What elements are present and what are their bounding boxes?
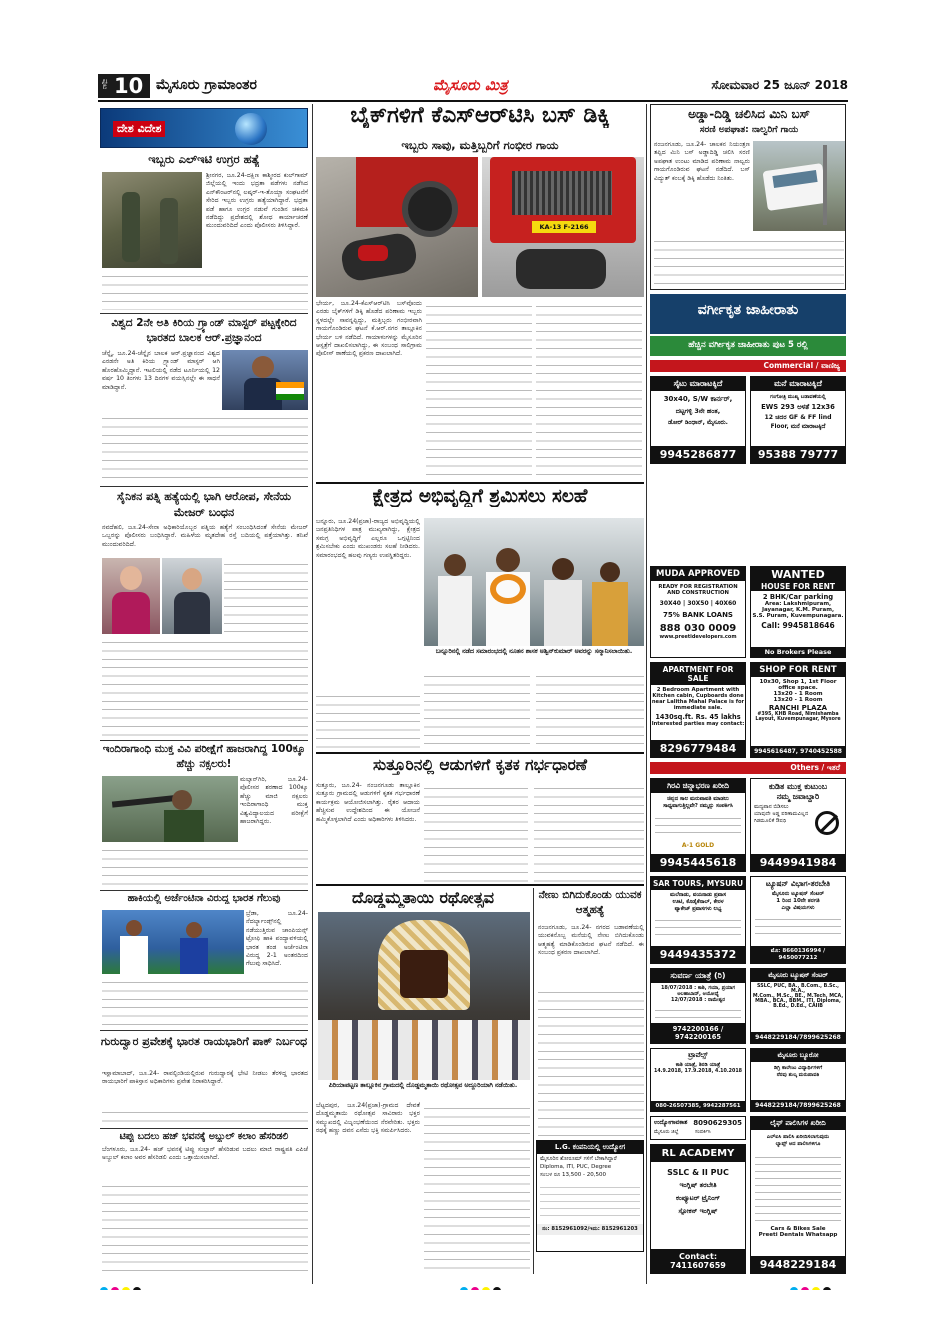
- classified-title: ವರ್ಗೀಕೃತ ಜಾಹೀರಾತು: [697, 302, 799, 318]
- ad-line: ಮೈಸೂರು ಟ್ಯೂಷನ್ ಸೆಂಟರ್: [771, 891, 825, 897]
- ad-line: ಡಿಗ್ರಿ ಕಾಲೇಜು ವಿದ್ಯಾರ್ಥಿಗಳಿಗೆ: [773, 1065, 823, 1071]
- ad-line: SSLC & II PUC: [667, 1168, 729, 1177]
- ad-title: WANTED: [751, 567, 845, 582]
- left-story7-body: ಬೆಂಗಳೂರು, ಜೂ.24- ಹಜ್ ಭವನಕ್ಕೆ ಟಿಪ್ಪು ಸುಲ್ತಾನ್ ಹೆಸರಿಡುವ ಬದಲು ಮಾಜಿ ರಾಷ್ಟ್ರಪತಿ ಎಪಿಜೆ ಅಬ್ದುಲ್ ಕಲಾಂ ಅವರ ಹೆಸರಿಡಲಿ ಎಂದು ಒತ್ತಾಯಿಸಲಾಗಿದೆ.: [102, 1146, 308, 1162]
- ad-line: RANCHI PLAZA: [768, 704, 828, 712]
- ad-phone: 888 030 0009: [659, 623, 737, 634]
- ad-line: Floor, ಮನೆ ಮಾರಾಟಕ್ಕಿದೆ: [770, 424, 826, 430]
- others-label-text: Others / ಇತರೆ: [790, 763, 840, 772]
- ad-muda-approved: [650, 566, 746, 658]
- ad-title: ಸುವರ್ಣ ಯಾತ್ರೆ (ರಿ): [651, 969, 745, 983]
- ad-title: ಸೈಟು ಮಾರಾಟಕ್ಕಿದೆ: [651, 377, 745, 391]
- felicitation-photo: [424, 518, 644, 646]
- ad-web: www.preetidevelopers.com: [659, 634, 737, 640]
- ad-line: Preeti Dentals Whatsapp: [758, 1232, 838, 1238]
- left-story7-headline: ಟಿಪ್ಪು ಬದಲು ಹಜ್ ಭವನಕ್ಕೆ ಅಬ್ದುಲ್ ಕಲಾಂ ಹೆಸರಿಡಲಿ: [119, 1131, 289, 1142]
- ad-line: ಮದ್ಯಪಾನ ಬಿಡಿಸಲು: [754, 804, 789, 810]
- ad-line: ಮೈಸೂರು ಜಿಲ್ಲೆ: [654, 1129, 679, 1135]
- col-rule-2: [646, 104, 647, 1284]
- lead-headline: ಬೈಕ್‌ಗಳಿಗೆ ಕೆಎಸ್ಆರ್‌ಟಿಸಿ ಬಸ್ ಡಿಕ್ಕಿ: [350, 103, 610, 128]
- ad-site-sale: [650, 376, 746, 464]
- ad-line: ಲ್ಯಾಪ್ಸ್ ಆದ ಪಾಲಿಸಿಗಳಿಗೂ: [775, 1141, 821, 1147]
- ad-line: 2 BHK/Car parking: [762, 593, 834, 601]
- ad-tuition-centre: [750, 968, 846, 1044]
- rule: [316, 752, 644, 754]
- left-story2-body: ಚೆನ್ನೈ, ಜೂ.24-ಚೆನ್ನೈನ ಬಾಲಕ ಆರ್.ಪ್ರಜ್ಞಾನಂದ ವಿಶ್ವದ ಎರಡನೇ ಅತಿ ಕಿರಿಯ ಗ್ರ್ಯಾಂಡ್ ಮಾಸ್ಟರ್ ಆಗಿ ಹೊರಹೊಮ್ಮಿದ್ದಾನೆ. ಇಟಲಿಯಲ್ಲಿ ನಡೆದ ಟೂರ್ನಿಯಲ್ಲಿ 12 ವರ್ಷ 10 ತಿಂಗಳು 13 ದಿನಗಳ ವಯಸ್ಸಿನಲ್ಲೇ ಈ ಸಾಧನೆ ಮಾಡಿದ್ದಾನೆ.: [102, 350, 220, 391]
- registration-marks-center: [460, 1280, 530, 1290]
- rule: [100, 740, 308, 741]
- ad-line: ನೆರವು ಶುಲ್ಕ ಮರುಪಾವತಿ: [776, 1072, 820, 1078]
- ad-line: ನಮ್ಮ ಜವಾಬ್ದಾರಿ: [776, 792, 820, 801]
- ad-phone: 9945445618: [651, 854, 745, 871]
- accident-photo-right: [482, 157, 644, 297]
- center-story3-body: ಸುತ್ತೂರು, ಜೂ.24- ನಂಜನಗೂಡು ತಾಲ್ಲೂಕಿನ ಸುತ್ತೂರು ಗ್ರಾಮದಲ್ಲಿ ಆಡುಗಳಿಗೆ ಕೃತಕ ಗರ್ಭಧಾರಣೆ ಕಾರ್ಯಕ್ರಮ ಆಯೋಜಿಸಲಾಗಿತ್ತು. ರೈತರ ಆದಾಯ ಹೆಚ್ಚಿಸುವ ಉದ್ದೇಶದಿಂದ ಈ ಯೋಜನೆ ಹಮ್ಮಿಕೊಳ್ಳಲಾಗಿದೆ ಎಂದು ಅಧಿಕಾರಿಗಳು ತಿಳಿಸಿದರು.: [316, 782, 420, 823]
- ad-title: MUDA APPROVED: [651, 567, 745, 581]
- issue-date: ಸೋಮವಾರ 25 ಜೂನ್ 2018: [711, 78, 848, 92]
- no-alcohol-icon: [815, 811, 839, 835]
- ad-line: 13x20 - 1 Room: [773, 691, 823, 697]
- ad-line: B.Ed., D.Ed., CAIIB: [773, 1004, 823, 1009]
- man-photo: [162, 558, 222, 634]
- ad-title: ಟ್ಯೂಷನ್ ವಿಭಾಗ-ತರಬೇತಿ: [765, 879, 831, 888]
- accident-photo-left: [316, 157, 478, 297]
- ad-line: ಸಂಪರ್ಕಿಸಿ: [695, 1129, 711, 1135]
- ad-line: ಎಲ್ಐಸಿ ಪಾಲಿಸಿ ಖರೀದಿಸಲಾಗುವುದು: [766, 1134, 830, 1140]
- center-story3-body-col2: [424, 782, 528, 882]
- ad-line: ಡೋರ್ ಡಿಂಧಾನ್, ಮೈಸೂರು.: [668, 419, 728, 426]
- ad-lg-jobs: [536, 1140, 644, 1252]
- ad-line: 75% BANK LOANS: [663, 611, 733, 619]
- desh-videsh-logo: [100, 108, 308, 148]
- ad-wanted-house: [750, 566, 846, 658]
- ad-line: Cars & Bikes Sale: [770, 1226, 826, 1232]
- center-story2-body-col1: [316, 690, 420, 750]
- lead-body: ಭೇರ್ಯ, ಜೂ.24-ಕೆಎಸ್‌ಆರ್‌ಟಿಸಿ ಬಸ್‌ವೊಂದು ಎರಡು ಬೈಕ್‌ಗಳಿಗೆ ಡಿಕ್ಕಿ ಹೊಡೆದ ಪರಿಣಾಮ ಇಬ್ಬರು ಸ್ಥಳದಲ್ಲೇ ಸಾವನ್ನಪ್ಪಿದ್ದು, ಮತ್ತಿಬ್ಬರು ಗಂಭೀರವಾಗಿ ಗಾಯಗೊಂಡಿರುವ ಘಟನೆ ಕೆ.ಆರ್.ನಗರ ತಾಲ್ಲೂಕಿನ ಭೇರ್ಯ ಬಳಿ ನಡೆದಿದೆ. ಗಾಯಾಳುಗಳನ್ನು ಮೈಸೂರಿನ ಆಸ್ಪತ್ರೆಗೆ ದಾಖಲಿಸಲಾಗಿದ್ದು, ಈ ಸಂಬಂಧ ಸಾಲಿಗ್ರಾಮ ಪೊಲೀಸ್ ಠಾಣೆಯಲ್ಲಿ ಪ್ರಕರಣ ದಾಖಲಾಗಿದೆ.: [316, 300, 422, 358]
- rule: [100, 890, 308, 891]
- center-story3-body-col3: [534, 782, 644, 882]
- ad-rl-academy: [650, 1144, 746, 1274]
- classified-sub-text: ಹೆಚ್ಚಿನ ವರ್ಗೀಕೃತ ಜಾಹೀರಾತು ಪುಟ 5 ರಲ್ಲಿ: [688, 340, 808, 350]
- ad-title: ಲೈಫ್ ಪಾಲಿಸಿಗಳ ಖರೀದಿ: [751, 1117, 845, 1130]
- ad-line: office space.: [778, 685, 818, 691]
- left-story1-body-cont: [102, 270, 308, 310]
- left-story7-body-cont: [102, 1180, 308, 1274]
- ad-line: 13x20 - 1 Room: [773, 697, 823, 703]
- left-story4-headline: ಇಂದಿರಾಗಾಂಧಿ ಮುಕ್ತ ವಿವಿ ಪರೀಕ್ಷೆಗೆ ಹಾಜರಾಗಿದ್ದ 100ಕ್ಕೂ ಹೆಚ್ಚು ನಕ್ಸಲರು!: [102, 743, 306, 770]
- left-story5-body: ಬ್ರೆಡಾ, ಜೂ.24-ನೆದರ್ಲ್ಯಾಂಡ್ಸ್‌ನಲ್ಲಿ ನಡೆಯುತ್ತಿರುವ ಚಾಂಪಿಯನ್ಸ್ ಟ್ರೋಫಿ ಹಾಕಿ ಪಂದ್ಯಾವಳಿಯಲ್ಲಿ ಭಾರತ ತಂಡ ಅರ್ಜೆಂಟಿನಾ ವಿರುದ್ಧ 2-1 ಅಂತರದಿಂದ ಗೆಲುವು ಸಾಧಿಸಿದೆ.: [246, 910, 308, 968]
- ad-line: ಎಲ್ಲಾ ವಿಷಯಗಳು: [781, 905, 815, 911]
- ad-line: 10x30, Shop 1, 1st Floor: [759, 679, 837, 685]
- woman-photo: [102, 558, 160, 634]
- ad-title: L.G. ಕಂಪನಿಯಲ್ಲಿ ಉದ್ಯೋಗ: [537, 1141, 643, 1154]
- ad-line: M.Com., M.Sc., BE., M.Tech, MCA,: [752, 994, 844, 999]
- center-story4-body-col2: [424, 1102, 530, 1274]
- ad-line: 2 Bedroom Apartment with: [656, 687, 740, 693]
- center-story4-headline: ದೊಡ್ಡಮ್ಮತಾಯಿ ರಥೋತ್ಸವ: [351, 888, 494, 907]
- left-story2-headline: ವಿಶ್ವದ 2ನೇ ಅತಿ ಕಿರಿಯ ಗ್ರ್ಯಾಂಡ್ ಮಾಸ್ಟರ್ ಪಟ್ಟಕ್ಕೇರಿದ ಭಾರತದ ಬಾಲಕ ಆರ್.ಪ್ರಜ್ಞಾನಂದ: [111, 317, 297, 344]
- ad-note: No Brokers Please: [751, 647, 845, 657]
- ad-phone: 9448229184/7899625268: [751, 1100, 845, 1111]
- ad-line: 1 ರಿಂದ 10ನೇ ತರಗತಿ: [776, 898, 820, 904]
- ad-line: Diploma, ITI, PUC, Degree: [540, 1164, 612, 1170]
- ad-line: ಗಂಗೋತ್ರಿ ಮುಖ್ಯ ಬಡಾವಣೆಯಲ್ಲಿ: [770, 394, 826, 400]
- ad-phone: 9449435372: [651, 946, 745, 963]
- mini-bus-photo: [753, 141, 845, 231]
- left-story5-body-cont: [102, 976, 308, 1028]
- center-story5-headline: ನೇಣು ಬಿಗಿದುಕೊಂಡು ಯುವಕ ಆತ್ಮಹತ್ಯೆ: [538, 889, 642, 916]
- ad-line: READY FOR REGISTRATION: [658, 584, 738, 590]
- ad-line: AND CONSTRUCTION: [667, 590, 729, 596]
- rule: [316, 482, 644, 484]
- center-story4-caption: ಪಿರಿಯಾಪಟ್ಟಣ ತಾಲ್ಲೂಕಿನ ಗ್ರಾಮದಲ್ಲಿ ದೊಡ್ಡಮ್ಮತಾಯಿ ರಥೋತ್ಸವ ಅದ್ದೂರಿಯಾಗಿ ನಡೆಯಿತು.: [328, 1082, 518, 1089]
- ad-gold-loan: [650, 778, 746, 872]
- ad-line: ಚಿನ್ನದ ಸಾಲ ಮರುಪಾವತಿ ಮಾಡಲು: [667, 796, 729, 802]
- ad-line: 12 ಚದರ GF & FF lind: [764, 414, 832, 421]
- ad-phone: 8090629305: [693, 1119, 742, 1127]
- ad-phone: 95388 79777: [751, 446, 845, 463]
- ad-house-sale: [750, 376, 846, 464]
- ad-line: 30X40 | 30X50 | 40X60: [659, 600, 737, 607]
- lead-body-col2: [426, 300, 532, 480]
- ad-line: ಯಾವುದೇ ಅಡ್ಡ ಪರಿಣಾಮವಿಲ್ಲದ: [754, 811, 809, 817]
- ad-line: ಕಂಪ್ಯೂಟರ್ ಟ್ರೈನಿಂಗ್: [675, 1194, 721, 1202]
- ad-line: immediate sale.: [673, 705, 723, 711]
- left-story3-body: ನವದೆಹಲಿ, ಜೂ.24-ಸೇನಾ ಅಧಿಕಾರಿಯೊಬ್ಬರ ಪತ್ನಿಯ ಹತ್ಯೆಗೆ ಸಂಬಂಧಿಸಿದಂತೆ ಸೇನೆಯ ಮೇಜರ್ ಒಬ್ಬರನ್ನು ಪೊಲೀಸರು ಬಂಧಿಸಿದ್ದಾರೆ. ಮಹಿಳೆಯ ಮೃತದೇಹ ರಸ್ತೆ ಬದಿಯಲ್ಲಿ ಪತ್ತೆಯಾಗಿತ್ತು. ತನಿಖೆ ಮುಂದುವರಿದಿದೆ.: [102, 524, 308, 548]
- right-story1-subhead: ಸರಣಿ ಅಪಘಾತ: ನಾಲ್ವರಿಗೆ ಗಾಯ: [699, 125, 799, 135]
- rule: [100, 486, 308, 487]
- section-title: ಮೈಸೂರು ಗ್ರಾಮಾಂತರ: [156, 77, 257, 93]
- center-story2-body-col2: [424, 670, 530, 750]
- left-story4-body: ಮಲ್ಕಾನ್‌ಗಿರಿ, ಜೂ.24- ಪೊಲೀಸರ ಶರಣಾದ 100ಕ್ಕೂ ಹೆಚ್ಚು ಮಾಜಿ ನಕ್ಸಲರು ಇಂದಿರಾಗಾಂಧಿ ಮುಕ್ತ ವಿಶ್ವವಿದ್ಯಾಲಯದ ಪರೀಕ್ಷೆಗೆ ಹಾಜರಾಗಿದ್ದರು.: [240, 776, 308, 826]
- ad-apartment-sale: [650, 662, 746, 758]
- rule: [100, 313, 308, 314]
- ad-phone: 9449941984: [751, 854, 845, 871]
- ad-title: SAR TOURS, MYSURU: [652, 879, 744, 888]
- ad-line: Jayanagar, K.M. Puram,: [761, 607, 835, 613]
- commercial-label-text: Commercial / ವಾಣಿಜ್ಯ: [763, 361, 840, 370]
- page-label: ಪುಟ: [101, 79, 109, 90]
- chess-player-photo: [222, 350, 308, 410]
- left-story3-body-cont: [224, 558, 308, 634]
- page-number: 10: [114, 74, 144, 98]
- ad-title: ಗಿರವಿ ಚಿನ್ನಾಭರಣ ಖರೀದಿ: [651, 779, 745, 793]
- ad-line: 18/07/2018 : ಕಾಶಿ, ಗಯಾ, ಪ್ರಯಾಗ: [660, 985, 736, 991]
- ad-lic-policy: [750, 1116, 846, 1274]
- ad-suvarna-yatre: [650, 968, 746, 1044]
- ad-title: ಮೈಸೂರು ಬ್ಯೂರೋ: [751, 1049, 845, 1062]
- chariot-festival-photo: [318, 912, 530, 1080]
- col-rule-inner: [533, 888, 534, 1274]
- ad-phone: 9945616487, 9740452588: [751, 746, 845, 757]
- ad-line: 12/07/2018 : ರಾಮೇಶ್ವರ: [670, 997, 726, 1003]
- ad-phone: Call: 9945818646: [761, 621, 835, 630]
- masthead: [98, 74, 848, 98]
- left-story6-body: ಇಸ್ಲಾಮಾಬಾದ್, ಜೂ.24- ರಾವಲ್ಪಿಂಡಿಯಲ್ಲಿರುವ ಗುರುದ್ವಾರಕ್ಕೆ ಭೇಟಿ ನೀಡಲು ತೆರಳಿದ್ದ ಭಾರತದ ರಾಯಭಾರಿಗೆ ಪಾಕಿಸ್ತಾನ ಅಧಿಕಾರಿಗಳು ಪ್ರವೇಶ ನಿರಾಕರಿಸಿದ್ದಾರೆ.: [102, 1070, 308, 1086]
- ad-phone: 9448229184: [751, 1256, 845, 1273]
- ad-line: ದಟ್ಟಗಳ್ಳಿ 3ನೇ ಹಂತ,: [675, 407, 721, 415]
- globe-icon: [235, 113, 267, 145]
- ad-line: near Lalitha Mahal Palace is for: [651, 699, 745, 705]
- ad-line: A-1 GOLD: [681, 842, 715, 849]
- registration-marks-right: [790, 1280, 860, 1290]
- ad-jobs: [650, 1116, 746, 1140]
- ad-line: ಸಂಬಳ ರೂ 13,500 - 20,500: [540, 1172, 606, 1178]
- ad-line: ಮೈಸೂರಿನ ಶೋರೂಮ್ ಗಳಿಗೆ ಬೇಕಾಗಿದ್ದಾರೆ: [540, 1156, 617, 1162]
- classified-banner: [650, 294, 846, 334]
- soldiers-photo: [102, 172, 202, 268]
- col-rule-1: [312, 104, 313, 1284]
- ad-line: Area: Lakshmipuram,: [764, 601, 832, 607]
- ad-line: ಗಿಡಮೂಲಿಕೆ ಔಷಧಿ: [754, 818, 787, 824]
- ad-phone: 9448229184/7899625268: [751, 1032, 845, 1043]
- ad-line: ಸ್ಪೋಕನ್ ಇಂಗ್ಲಿಷ್: [678, 1207, 718, 1215]
- ad-line: ಊಟಿ, ಕೊಡೈಕೆನಾಲ್, ಕೇರಳ: [672, 899, 724, 905]
- left-story1-body: ಶ್ರೀನಗರ, ಜೂ.24-ದಕ್ಷಿಣ ಕಾಶ್ಮೀರದ ಕುಲ್‌ಗಾಮ್ ಜಿಲ್ಲೆಯಲ್ಲಿ ಇಂದು ಭದ್ರತಾ ಪಡೆಗಳು ನಡೆಸಿದ ಎನ್‌ಕೌಂಟರ್‌ನಲ್ಲಿ ಲಷ್ಕರ್-ಇ-ತೊಯ್ಬಾ ಸಂಘಟನೆಗೆ ಸೇರಿದ ಇಬ್ಬರು ಉಗ್ರರು ಹತ್ಯೆಯಾಗಿದ್ದಾರೆ. ಭದ್ರತಾ ಪಡೆ ಹಾಗೂ ಉಗ್ರರ ನಡುವೆ ಗುಂಡಿನ ಚಕಮಕಿ ನಡೆದಿದ್ದು ಪ್ರದೇಶದಲ್ಲಿ ಶೋಧ ಕಾರ್ಯಾಚರಣೆ ಮುಂದುವರಿದಿದೆ ಎಂದು ಪೊಲೀಸರು ತಿಳಿಸಿದ್ದಾರೆ.: [206, 172, 308, 230]
- page-number-box: [98, 74, 150, 98]
- right-story1-body: ನಂಜನಗೂಡು, ಜೂ.24- ಚಾಲಕನ ನಿಯಂತ್ರಣ ತಪ್ಪಿದ ಮಿನಿ ಬಸ್ ಅಡ್ಡಾದಿಡ್ಡಿ ಚಲಿಸಿ ಸರಣಿ ಅಪಘಾತ ಉಂಟು ಮಾಡಿದ ಪರಿಣಾಮ ನಾಲ್ವರು ಗಾಯಗೊಂಡಿರುವ ಘಟನೆ ನಡೆದಿದೆ. ಬಸ್ ವಿದ್ಯುತ್ ಕಂಬಕ್ಕೆ ಡಿಕ್ಕಿ ಹೊಡೆದು ನಿಂತಿತು.: [654, 141, 750, 182]
- ad-line: ಕಾಶಿ ಯಾತ್ರೆ, ಶಿರಡಿ ಯಾತ್ರೆ: [675, 1062, 721, 1068]
- center-story2-body: ಬನ್ನೂರು, ಜೂ.24(ಪ್ರಜಾ)-ರಾಜ್ಯದ ಅಭಿವೃದ್ಧಿಯಲ್ಲಿ ಜನಪ್ರತಿನಿಧಿಗಳ ಪಾತ್ರ ಮುಖ್ಯವಾಗಿದ್ದು, ಕ್ಷೇತ್ರದ ಸಮಗ್ರ ಅಭಿವೃದ್ಧಿಗೆ ಎಲ್ಲರೂ ಒಗ್ಗಟ್ಟಿನಿಂದ ಶ್ರಮಿಸಬೇಕು ಎಂದು ಮುಖಂಡರು ಸಲಹೆ ನೀಡಿದರು. ಸಮಾರಂಭದಲ್ಲಿ ಹಲವು ಗಣ್ಯರು ಉಪಸ್ಥಿತರಿದ್ದರು.: [316, 518, 420, 559]
- center-story4-body: ಬೆಟ್ಟದಪುರ, ಜೂ.24(ಪ್ರಜಾ)-ಗ್ರಾಮದ ದೇವತೆ ದೊಡ್ಡಮ್ಮತಾಯಿ ರಥೋತ್ಸವ ಸಾವಿರಾರು ಭಕ್ತರ ಸಮ್ಮುಖದಲ್ಲಿ ವಿಜೃಂಭಣೆಯಿಂದ ನೆರವೇರಿತು. ಭಕ್ತರು ರಥಕ್ಕೆ ಹಣ್ಣು ದವನ ಎಸೆದು ಭಕ್ತಿ ಸಮರ್ಪಿಸಿದರು.: [316, 1102, 420, 1135]
- ad-title: APARTMENT FOR SALE: [651, 663, 745, 685]
- rule: [100, 1030, 308, 1031]
- ad-title: ಟ್ರಾವೆಲ್ಸ್: [688, 1051, 708, 1059]
- commercial-label: [650, 360, 846, 372]
- bus-number-plate: KA-13 F-2166: [532, 221, 596, 233]
- ad-line: 1430sq.ft. Rs. 45 lakhs: [655, 713, 741, 721]
- ad-title: ಉದ್ಯೋಗಾವಕಾಶ: [654, 1119, 688, 1126]
- ad-line: SSLC, PUC, BA., B.Com., B.Sc., M.A.,: [757, 984, 839, 994]
- ad-phone: 8296779484: [651, 740, 745, 757]
- left-story5-headline: ಹಾಕಿಯಲ್ಲಿ ಅರ್ಜೆಂಟಿನಾ ವಿರುದ್ಧ ಭಾರತ ಗೆಲುವು: [127, 893, 281, 904]
- ad-phone: 080-26507385, 9942287561: [651, 1101, 745, 1111]
- ad-title: SHOP FOR RENT: [751, 663, 845, 677]
- left-story6-headline: ಗುರುದ್ವಾರ ಪ್ರವೇಶಕ್ಕೆ ಭಾರತ ರಾಯಭಾರಿಗೆ ಪಾಕ್ ನಿರ್ಬಂಧ: [100, 1035, 308, 1048]
- center-story2-caption: ಬನ್ನೂರಿನಲ್ಲಿ ನಡೆದ ಸಮಾರಂಭದಲ್ಲಿ ನೂತನ ಶಾಸಕ ಅಶ್ವಿನ್‌ಕುಮಾರ್ ಅವರನ್ನು ಸನ್ಮಾನಿಸಲಾಯಿತು.: [435, 648, 633, 655]
- left-story4-body-cont: [102, 844, 308, 888]
- hockey-photo: [102, 910, 244, 974]
- masthead-rule: [98, 100, 848, 102]
- ad-shop-rent: [750, 662, 846, 758]
- shooting-photo: [102, 776, 238, 842]
- ad-line: HOUSE FOR RENT: [751, 582, 845, 591]
- left-story3-headline: ಸೈನಿಕನ ಪತ್ನಿ ಹತ್ಯೆಯಲ್ಲಿ ಭಾಗಿ ಆರೋಪ, ಸೇನೆಯ ಮೇಜರ್ ಬಂಧನ: [116, 490, 292, 519]
- ad-line: ಪ್ಯಾಕೇಜ್ ಪ್ರವಾಸಗಳು ಲಭ್ಯ: [674, 906, 722, 912]
- ad-bureau: [750, 1048, 846, 1112]
- ad-line: Kitchen cabin, Cupboards done: [652, 693, 744, 699]
- ad-phone: Contact: 7411607659: [651, 1249, 745, 1273]
- ad-line: Layout, Kuvempunagar, Mysore: [755, 717, 841, 722]
- rule: [316, 884, 644, 886]
- left-story6-body-cont: [102, 1106, 308, 1126]
- ad-phone: 9742200166 / 9742200165: [651, 1023, 745, 1043]
- ad-line: #395, KHB Road, Nimishamba: [757, 712, 839, 717]
- classified-sub: [650, 336, 846, 356]
- ad-title: ಮನೆ ಮಾರಾಟಕ್ಕಿದೆ: [751, 377, 845, 391]
- ad-line: 14.9.2018, 17.9.2018, 4.10.2018: [653, 1069, 742, 1074]
- center-story3-headline: ಸುತ್ತೂರಿನಲ್ಲಿ ಆಡುಗಳಿಗೆ ಕೃತಕ ಗರ್ಭಧಾರಣೆ: [372, 756, 588, 774]
- left-story1-headline: ಇಬ್ಬರು ಎಲ್‌ಇಟಿ ಉಗ್ರರ ಹತ್ಯೆ: [148, 152, 260, 166]
- desh-videsh-label: ದೇಶ ವಿದೇಶ: [113, 121, 165, 137]
- left-story2-body-cont: [102, 412, 308, 484]
- right-story1-box: [650, 104, 846, 290]
- center-story5-body-cont: [538, 986, 644, 1136]
- rule: [100, 1128, 308, 1129]
- ad-line: 30x40, S/W ಕಾರ್ನರ್,: [663, 395, 733, 403]
- ad-line: ಅಲಹಾಬಾದ್, ಅಯೋಧ್ಯೆ: [677, 991, 719, 997]
- paper-name: ಮೈಸೂರು ಮಿತ್ರ: [433, 76, 508, 94]
- ad-phone: ಮೊ: 8660136994 / 9450077212: [751, 946, 845, 963]
- ad-title: RL ACADEMY: [651, 1145, 745, 1162]
- ad-travels: [650, 1048, 746, 1112]
- center-story5-body: ನಂಜನಗೂಡು, ಜೂ.24- ನಗರದ ಬಡಾವಣೆಯಲ್ಲಿ ಯುವಕನೊಬ್ಬ ಮನೆಯಲ್ಲಿ ನೇಣು ಬಿಗಿದುಕೊಂಡು ಆತ್ಮಹತ್ಯೆ ಮಾಡಿಕೊಂಡಿರುವ ಘಟನೆ ನಡೆದಿದೆ. ಈ ಸಂಬಂಧ ಪ್ರಕರಣ ದಾಖಲಾಗಿದೆ.: [538, 924, 644, 957]
- ad-line: Interested parties may contact:: [651, 721, 745, 727]
- ad-line: MBA., BCA., BBM., ITI, Diploma,: [755, 999, 841, 1004]
- ad-line: ಇಂಗ್ಲಿಷ್ ತರಬೇತಿ: [679, 1181, 717, 1189]
- ad-title: ಕುಡಿತ ಮುಕ್ತ ಕುಟುಂಬ: [768, 782, 828, 791]
- ad-line: ಮಲೆನಾಡು, ವಯನಾಡು ಪ್ರವಾಸ: [670, 892, 726, 898]
- ad-line: S.S. Puram, Kuvempunagara.: [752, 613, 844, 619]
- ad-line: ಸಾಧ್ಯವಾಗುತ್ತಿಲ್ಲವೇ? ನಮ್ಮನ್ನು ಸಂಪರ್ಕಿಸಿ: [663, 803, 733, 809]
- ad-line: EWS 293 ಅಳತೆ 12x36: [761, 403, 835, 411]
- ad-de-addiction: [750, 778, 846, 872]
- center-story2-headline: ಕ್ಷೇತ್ರದ ಅಭಿವೃದ್ಧಿಗೆ ಶ್ರಮಿಸಲು ಸಲಹೆ: [372, 486, 588, 507]
- center-story2-body-col3: [536, 670, 644, 750]
- lead-body-col3: [536, 300, 642, 480]
- ad-tuition: [750, 876, 846, 964]
- ad-sar-tours: [650, 876, 746, 964]
- ad-phone: ನಂ: 8152961092/ಇದು: 8152961203: [537, 1224, 643, 1235]
- right-story1-headline: ಅಡ್ಡಾ-ದಿಡ್ಡಿ ಚಲಿಸಿದ ಮಿನಿ ಬಸ್: [688, 107, 810, 121]
- left-story3-body-cont2: [102, 636, 308, 738]
- others-label: [650, 762, 846, 774]
- lead-subhead: ಇಬ್ಬರು ಸಾವು, ಮತ್ತಿಬ್ಬರಿಗೆ ಗಂಭೀರ ಗಾಯ: [401, 138, 559, 152]
- registration-marks-left: [100, 1280, 170, 1290]
- ad-title: ಮೈಸೂರು ಟ್ಯೂಷನ್ ಸೆಂಟರ್: [751, 969, 845, 982]
- ad-phone: 9945286877: [651, 446, 745, 463]
